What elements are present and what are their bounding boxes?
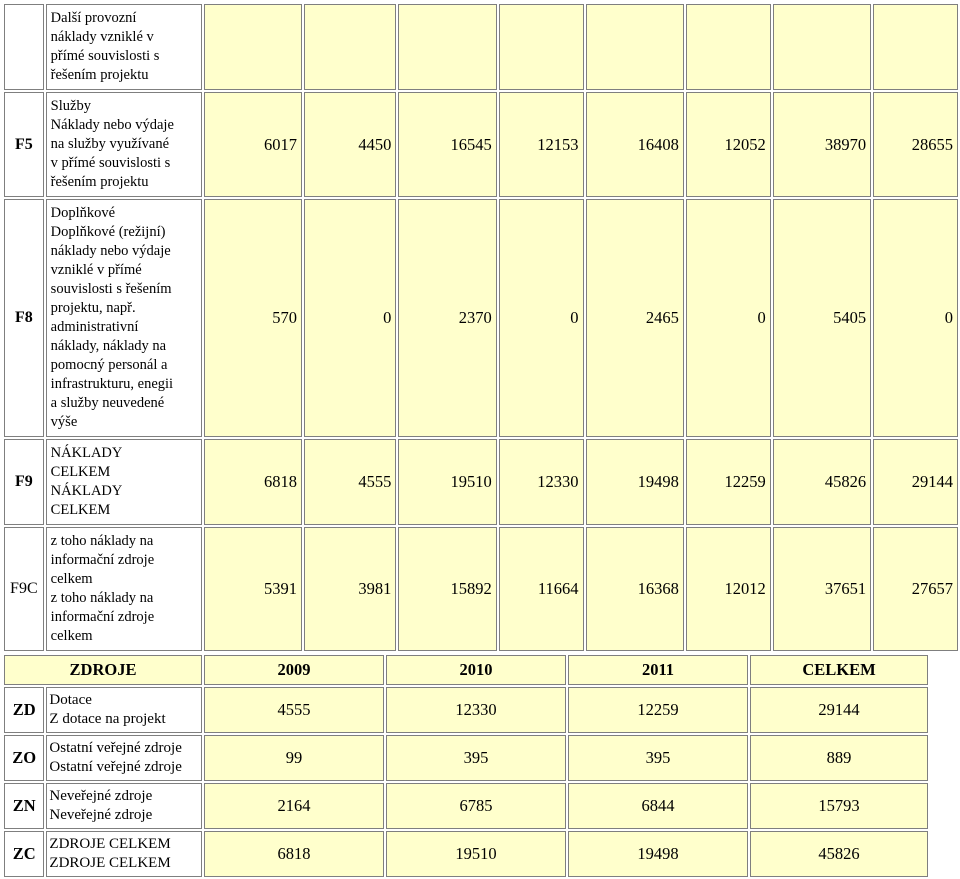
value-cell: 15892 xyxy=(398,527,496,651)
description-line: celkem xyxy=(50,628,93,644)
description-line: NÁKLADY xyxy=(50,445,123,461)
row-description xyxy=(46,199,202,437)
description-line: NÁKLADY xyxy=(50,483,123,499)
value-cell: 6818 xyxy=(204,439,302,525)
value-cell: 6017 xyxy=(204,92,302,197)
costs-row xyxy=(4,92,958,197)
costs-row xyxy=(4,439,958,525)
row-description xyxy=(46,527,202,651)
value-cell: 16368 xyxy=(586,527,684,651)
description-line: v přímé souvislosti s xyxy=(50,155,171,171)
source-value-cell: 19510 xyxy=(386,831,566,877)
source-value-cell: 395 xyxy=(386,735,566,781)
value-cell: 11664 xyxy=(499,527,584,651)
sources-row xyxy=(4,735,928,781)
source-value-cell: 45826 xyxy=(750,831,928,877)
sources-header-row xyxy=(4,655,928,685)
description-line: Neveřejné zdroje xyxy=(49,807,153,823)
header-cell: 2011 xyxy=(568,655,748,685)
description-line: Náklady nebo výdaje xyxy=(50,117,174,133)
description-line: projektu, např. xyxy=(50,300,136,316)
description-line: Ostatní veřejné zdroje xyxy=(49,740,182,756)
source-value-cell: 12259 xyxy=(568,687,748,733)
value-cell: 12052 xyxy=(686,92,771,197)
description-line: souvislosti s řešením xyxy=(50,281,172,297)
value-cell xyxy=(873,4,958,90)
header-cell: ZDROJE xyxy=(4,655,202,685)
header-cell: CELKEM xyxy=(750,655,928,685)
source-value-cell: 19498 xyxy=(568,831,748,877)
value-cell xyxy=(499,4,584,90)
value-cell: 4450 xyxy=(304,92,396,197)
description-line: Doplňkové (režijní) xyxy=(50,224,166,240)
source-value-cell: 29144 xyxy=(750,687,928,733)
header-cell: 2010 xyxy=(386,655,566,685)
description-line: náklady nebo výdaje xyxy=(50,243,171,259)
source-code: ZN xyxy=(4,783,44,829)
source-description xyxy=(46,783,202,829)
source-value-cell: 15793 xyxy=(750,783,928,829)
row-code: F9C xyxy=(4,527,44,651)
value-cell xyxy=(398,4,496,90)
source-description xyxy=(46,735,202,781)
description-line: a služby neuvedené xyxy=(50,395,165,411)
value-cell: 3981 xyxy=(304,527,396,651)
header-cell: 2009 xyxy=(204,655,384,685)
sources-row xyxy=(4,783,928,829)
value-cell: 16408 xyxy=(586,92,684,197)
description-line: Dotace xyxy=(49,692,92,708)
description-line: ZDROJE CELKEM xyxy=(49,836,171,852)
value-cell: 12330 xyxy=(499,439,584,525)
description-line: infrastrukturu, enegii xyxy=(50,376,174,392)
value-cell: 570 xyxy=(204,199,302,437)
value-cell: 19498 xyxy=(586,439,684,525)
description-line: CELKEM xyxy=(50,464,111,480)
value-cell: 0 xyxy=(499,199,584,437)
value-cell: 0 xyxy=(304,199,396,437)
value-cell: 37651 xyxy=(773,527,871,651)
description-line: informační zdroje xyxy=(50,552,155,568)
source-value-cell: 2164 xyxy=(204,783,384,829)
source-value-cell: 6844 xyxy=(568,783,748,829)
row-description xyxy=(46,439,202,525)
sources-row xyxy=(4,687,928,733)
row-description xyxy=(46,92,202,197)
description-line: výše xyxy=(50,414,78,430)
source-code: ZD xyxy=(4,687,44,733)
value-cell: 16545 xyxy=(398,92,496,197)
value-cell: 0 xyxy=(873,199,958,437)
source-value-cell: 4555 xyxy=(204,687,384,733)
source-value-cell: 12330 xyxy=(386,687,566,733)
description-line: z toho náklady na xyxy=(50,590,154,606)
description-line: Doplňkové xyxy=(50,205,116,221)
description-line: Z dotace na projekt xyxy=(49,711,166,727)
value-cell: 0 xyxy=(686,199,771,437)
value-cell xyxy=(204,4,302,90)
value-cell: 19510 xyxy=(398,439,496,525)
row-code: F5 xyxy=(4,92,44,197)
value-cell: 12259 xyxy=(686,439,771,525)
costs-table xyxy=(2,2,960,653)
value-cell: 28655 xyxy=(873,92,958,197)
description-line: řešením projektu xyxy=(50,174,149,190)
value-cell: 2465 xyxy=(586,199,684,437)
description-line: celkem xyxy=(50,571,93,587)
costs-row xyxy=(4,199,958,437)
row-description xyxy=(46,4,202,90)
value-cell: 4555 xyxy=(304,439,396,525)
source-description xyxy=(46,831,202,877)
description-line: řešením projektu xyxy=(50,67,149,83)
description-line: na služby využívané xyxy=(50,136,170,152)
source-value-cell: 6818 xyxy=(204,831,384,877)
source-value-cell: 6785 xyxy=(386,783,566,829)
value-cell: 29144 xyxy=(873,439,958,525)
value-cell xyxy=(586,4,684,90)
description-line: přímé souvislosti s xyxy=(50,48,160,64)
row-code: F9 xyxy=(4,439,44,525)
description-line: administrativní xyxy=(50,319,139,335)
value-cell: 38970 xyxy=(773,92,871,197)
sources-table xyxy=(2,653,930,879)
sources-row xyxy=(4,831,928,877)
value-cell: 2370 xyxy=(398,199,496,437)
value-cell: 12153 xyxy=(499,92,584,197)
value-cell: 5405 xyxy=(773,199,871,437)
source-code: ZO xyxy=(4,735,44,781)
source-code: ZC xyxy=(4,831,44,877)
row-code xyxy=(4,4,44,90)
costs-row xyxy=(4,527,958,651)
source-description xyxy=(46,687,202,733)
description-line: Další provozní xyxy=(50,10,137,26)
value-cell: 12012 xyxy=(686,527,771,651)
description-line: vzniklé v přímé xyxy=(50,262,142,278)
description-line: pomocný personál a xyxy=(50,357,168,373)
document xyxy=(2,2,960,879)
row-code: F8 xyxy=(4,199,44,437)
description-line: náklady, náklady na xyxy=(50,338,167,354)
source-value-cell: 889 xyxy=(750,735,928,781)
value-cell xyxy=(304,4,396,90)
description-line: ZDROJE CELKEM xyxy=(49,855,171,871)
source-value-cell: 395 xyxy=(568,735,748,781)
description-line: náklady vzniklé v xyxy=(50,29,154,45)
value-cell xyxy=(773,4,871,90)
costs-row xyxy=(4,4,958,90)
value-cell: 45826 xyxy=(773,439,871,525)
description-line: z toho náklady na xyxy=(50,533,154,549)
value-cell: 27657 xyxy=(873,527,958,651)
description-line: CELKEM xyxy=(50,502,111,518)
value-cell xyxy=(686,4,771,90)
source-value-cell: 99 xyxy=(204,735,384,781)
description-line: Služby xyxy=(50,98,91,114)
description-line: informační zdroje xyxy=(50,609,155,625)
description-line: Ostatní veřejné zdroje xyxy=(49,759,182,775)
value-cell: 5391 xyxy=(204,527,302,651)
description-line: Neveřejné zdroje xyxy=(49,788,153,804)
